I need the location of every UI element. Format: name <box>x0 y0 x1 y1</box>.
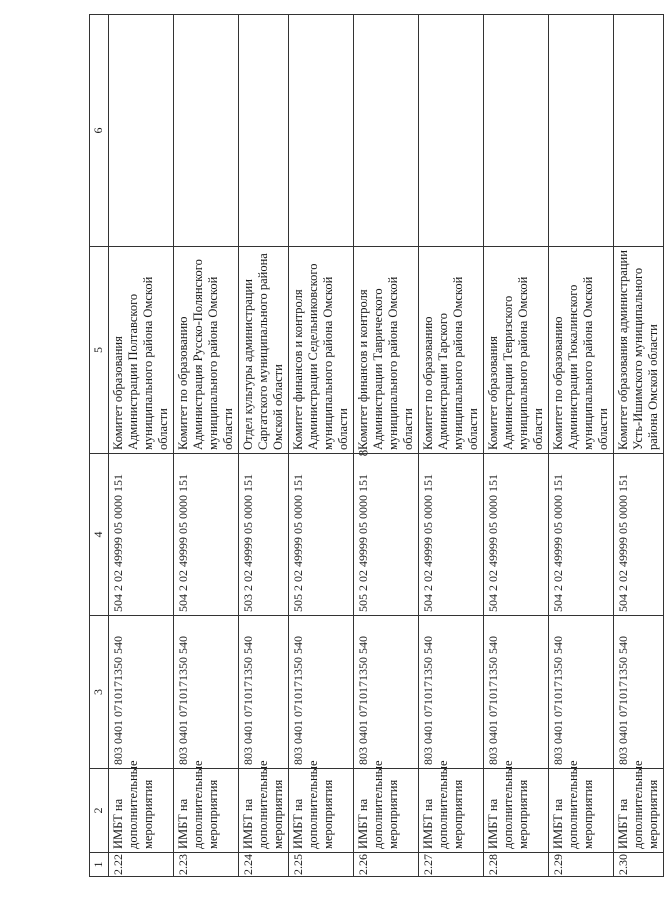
recipient-name: Комитет финансов и контроля Администрации Седельниковского муниципального района Омской области <box>289 247 354 454</box>
revenue-code: 504 2 02 49999 05 0000 151 <box>484 454 549 616</box>
budget-table <box>89 14 664 877</box>
recipient-name: Комитет по образованию Администрации Тюкалинского муниципального района Омской области <box>549 247 614 454</box>
item-name: ИМБТ на дополнительные мероприятия <box>239 769 289 853</box>
row-number: 2.30 <box>614 853 664 877</box>
header-row <box>90 15 109 877</box>
expense-code: 803 0401 0710171350 540 <box>549 616 614 769</box>
table-row <box>239 15 289 877</box>
item-name: ИМБТ на дополнительные мероприятия <box>549 769 614 853</box>
note-cell <box>239 15 289 247</box>
revenue-code: 503 2 02 49999 05 0000 151 <box>239 454 289 616</box>
note-cell <box>484 15 549 247</box>
expense-code: 803 0401 0710171350 540 <box>614 616 664 769</box>
revenue-code: 504 2 02 49999 05 0000 151 <box>614 454 664 616</box>
column-header: 1 <box>90 853 109 877</box>
item-name: ИМБТ на дополнительные мероприятия <box>174 769 239 853</box>
row-number: 2.25 <box>289 853 354 877</box>
note-cell <box>174 15 239 247</box>
table-row <box>484 15 549 877</box>
expense-code: 803 0401 0710171350 540 <box>354 616 419 769</box>
revenue-code: 504 2 02 49999 05 0000 151 <box>109 454 174 616</box>
table-row <box>174 15 239 877</box>
table-row <box>109 15 174 877</box>
column-header: 5 <box>90 247 109 454</box>
note-cell <box>354 15 419 247</box>
row-number: 2.23 <box>174 853 239 877</box>
note-cell <box>419 15 484 247</box>
row-number: 2.22 <box>109 853 174 877</box>
row-number: 2.29 <box>549 853 614 877</box>
rotated-table-container <box>89 15 660 877</box>
revenue-code: 505 2 02 49999 05 0000 151 <box>289 454 354 616</box>
note-cell <box>614 15 664 247</box>
table-row <box>549 15 614 877</box>
item-name: ИМБТ на дополнительные мероприятия <box>289 769 354 853</box>
item-name: ИМБТ на дополнительные мероприятия <box>614 769 664 853</box>
table-row <box>289 15 354 877</box>
recipient-name: Комитет финансов и контроля Администрации Таврического муниципального района Омской области <box>354 247 419 454</box>
column-header: 2 <box>90 769 109 853</box>
note-cell <box>549 15 614 247</box>
recipient-name: Комитет по образованию Администрация Русско-Полянского муниципального района Омской области <box>174 247 239 454</box>
table-row <box>614 15 664 877</box>
expense-code: 803 0401 0710171350 540 <box>109 616 174 769</box>
page-number: 8 <box>355 449 371 457</box>
revenue-code: 504 2 02 49999 05 0000 151 <box>549 454 614 616</box>
expense-code: 803 0401 0710171350 540 <box>419 616 484 769</box>
expense-code: 803 0401 0710171350 540 <box>239 616 289 769</box>
revenue-code: 505 2 02 49999 05 0000 151 <box>354 454 419 616</box>
recipient-name: Отдел культуры администрации Саргатского муниципального района Омской области <box>239 247 289 454</box>
recipient-name: Комитет образования Администрации Полтавского муниципального района Омской области <box>109 247 174 454</box>
column-header: 6 <box>90 15 109 247</box>
recipient-name: Комитет по образованию Администрации Тарского муниципального района Омской области <box>419 247 484 454</box>
expense-code: 803 0401 0710171350 540 <box>289 616 354 769</box>
note-cell <box>109 15 174 247</box>
item-name: ИМБТ на дополнительные мероприятия <box>109 769 174 853</box>
table-row <box>419 15 484 877</box>
item-name: ИМБТ на дополнительные мероприятия <box>354 769 419 853</box>
revenue-code: 504 2 02 49999 05 0000 151 <box>174 454 239 616</box>
expense-code: 803 0401 0710171350 540 <box>174 616 239 769</box>
recipient-name: Комитет образования Администрации Тевризского муниципального района Омской области <box>484 247 549 454</box>
column-header: 4 <box>90 454 109 616</box>
column-header: 3 <box>90 616 109 769</box>
row-number: 2.27 <box>419 853 484 877</box>
item-name: ИМБТ на дополнительные мероприятия <box>419 769 484 853</box>
table-row <box>354 15 419 877</box>
row-number: 2.26 <box>354 853 419 877</box>
row-number: 2.28 <box>484 853 549 877</box>
item-name: ИМБТ на дополнительные мероприятия <box>484 769 549 853</box>
revenue-code: 504 2 02 49999 05 0000 151 <box>419 454 484 616</box>
recipient-name: Комитет образования администрации Усть-Ишимского муниципального района Омской области <box>614 247 664 454</box>
row-number: 2.24 <box>239 853 289 877</box>
note-cell <box>289 15 354 247</box>
expense-code: 803 0401 0710171350 540 <box>484 616 549 769</box>
